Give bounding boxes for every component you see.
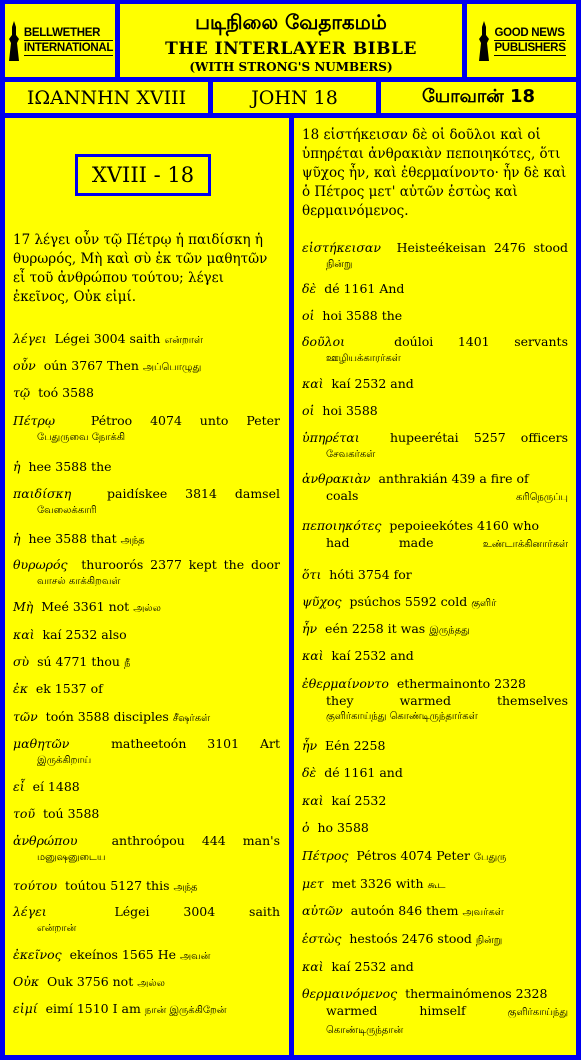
gloss: kaí 2532 also — [42, 627, 127, 642]
tamil-gloss: குளிர்காய்ந்து கொண்டிருந்தான் — [326, 1007, 568, 1036]
title-english: THE INTERLAYER BIBLE — [165, 39, 417, 59]
greek-word: τῶν — [13, 709, 38, 724]
greek-word: αὐτῶν — [302, 903, 343, 918]
gloss: Légei 3004 saith — [54, 331, 165, 346]
word-entry — [13, 556, 280, 590]
gloss: autoón 846 them — [350, 903, 463, 918]
word-entry — [302, 958, 568, 976]
greek-word: ἐθερμαίνοντο — [302, 676, 389, 691]
greek-word: ἀνθρακιὰν — [302, 471, 371, 486]
greek-word: οἱ — [302, 308, 315, 323]
gloss: hee 3588 that — [28, 531, 121, 546]
tamil-gloss: கரிநெருப்பு — [516, 492, 568, 503]
ref-tamil: யோவான் 18 — [381, 82, 576, 113]
greek-word: ὅτι — [302, 567, 322, 582]
greek-word: Πέτρος — [302, 848, 349, 863]
greek-word: πεποιηκότες — [302, 518, 382, 533]
tamil-gloss: என்றான் — [37, 923, 77, 934]
gloss: paidískee 3814 damsel — [107, 486, 280, 501]
word-entry — [13, 357, 280, 377]
gloss: anthroópou 444 man's — [111, 833, 280, 848]
gloss: toútou 5127 this — [65, 878, 174, 893]
goodnews-logo — [467, 4, 576, 77]
gloss: hóti 3754 for — [329, 567, 412, 582]
word-entry — [13, 598, 280, 618]
greek-word: δοῦλοι — [302, 334, 345, 349]
word-entry — [302, 470, 568, 506]
gloss: met 3326 with — [331, 876, 428, 891]
tamil-gloss: வாசல் காக்கிறவள் — [37, 576, 121, 587]
gloss: anthrakián 439 a fire of — [378, 471, 529, 486]
word-entry — [302, 902, 568, 922]
gloss: Légei 3004 saith — [114, 904, 280, 919]
tamil-gloss: பேதுருவை நோக்கி — [37, 432, 126, 443]
tamil-gloss: நீ — [123, 658, 131, 669]
title-block — [120, 4, 462, 77]
word-entry — [302, 675, 568, 725]
word-entry — [13, 973, 280, 993]
greek-word: Πέτρῳ — [13, 413, 56, 428]
greek-word: παιδίσκη — [13, 486, 72, 501]
word-entry — [13, 653, 280, 673]
tamil-gloss: இருந்தது — [429, 625, 470, 636]
gloss: Pétroo 4074 unto Peter — [90, 413, 280, 428]
tamil-gloss: அவர்கள் — [462, 907, 504, 918]
word-entry — [13, 458, 280, 476]
greek-word: ἡ — [13, 459, 21, 474]
greek-word: καὶ — [302, 793, 324, 808]
word-entry — [302, 819, 568, 837]
gloss: toú 3588 — [43, 806, 100, 821]
word-entry — [13, 330, 280, 350]
verse-18-text: 18 εἱστήκεισαν δὲ οἱ δοῦλοι καὶ οἱ ὑπηρέται ἀνθρακιὰν πεποιηκότες, ὅτι ψῦχος ἦν, καὶ ἐθερμαίνοντο· ἦν δὲ καὶ ὁ Πέτρος μετ' αὐτῶν ἑστὼς καὶ θερμαινόμενος. — [302, 127, 567, 219]
gloss: hupeerétai 5257 officers — [389, 430, 568, 445]
gloss: thuroorós 2377 kept the door — [81, 557, 280, 572]
gloss: hoi 3588 — [322, 403, 378, 418]
gloss: kaí 2532 and — [331, 376, 414, 391]
greek-word: ἡ — [13, 531, 21, 546]
ref-english: JOHN 18 — [213, 82, 376, 113]
subtitle: (WITH STRONG'S NUMBERS) — [189, 60, 393, 74]
greek-word: ἐκεῖνος — [13, 947, 62, 962]
word-entry — [13, 946, 280, 966]
greek-word: ἐκ — [13, 681, 28, 696]
word-entry — [302, 985, 568, 1039]
gloss: sú 4771 thou — [37, 654, 124, 669]
greek-word: εἱστήκεισαν — [302, 240, 381, 255]
greek-word: λέγει — [13, 904, 47, 919]
gloss: Heisteékeisan 2476 stood — [396, 240, 568, 255]
bellwether-logo — [5, 4, 115, 77]
greek-word: ἦν — [302, 621, 318, 636]
greek-word: ὑπηρέται — [302, 430, 360, 445]
gloss-continued: had made — [326, 535, 483, 550]
gloss: eimí 1510 I am — [45, 1001, 145, 1016]
word-entry — [13, 680, 280, 698]
gloss: kaí 2532 — [331, 793, 387, 808]
greek-word: δὲ — [302, 281, 317, 296]
word-entry — [13, 708, 280, 728]
greek-word: λέγει — [13, 331, 47, 346]
gloss: Pétros 4074 Peter — [356, 848, 474, 863]
gloss-continued: coals — [326, 488, 517, 503]
logo-line-2: INTERNATIONAL — [23, 41, 114, 54]
gloss: oún 3767 Then — [43, 358, 143, 373]
greek-word: εἰμί — [13, 1001, 38, 1016]
tamil-gloss: சீஷர்கள் — [172, 713, 211, 724]
word-entry — [302, 333, 568, 367]
gloss: hee 3588 the — [28, 459, 112, 474]
tamil-gloss: குளிர்காய்ந்து கொண்டிருந்தார்கள் — [326, 711, 478, 722]
gloss: hestoós 2476 stood — [349, 931, 476, 946]
word-entry — [13, 384, 280, 402]
word-entry — [13, 877, 280, 897]
gloss-continued: warmed himself — [326, 1003, 508, 1018]
word-entry — [302, 429, 568, 463]
gloss: eén 2258 it was — [325, 621, 430, 636]
tamil-gloss: அந்த — [120, 535, 145, 546]
tamil-gloss: அல்ல — [133, 603, 161, 614]
tamil-gloss: நான் இருக்கிறேன் — [144, 1005, 227, 1016]
greek-word: τούτου — [13, 878, 58, 893]
tamil-gloss: உண்டாக்கினார்கள் — [482, 539, 568, 550]
word-entry — [13, 735, 280, 769]
logo-line-1: GOOD NEWS — [494, 26, 565, 39]
gloss: dé 1161 and — [324, 765, 403, 780]
greek-word: μετ — [302, 876, 324, 891]
gloss: ho 3588 — [317, 820, 369, 835]
word-entry — [13, 530, 280, 550]
greek-word: ψῦχος — [302, 594, 342, 609]
gloss: kaí 2532 and — [331, 648, 414, 663]
word-entry — [13, 903, 280, 937]
word-entry — [13, 832, 280, 866]
word-entry — [302, 280, 568, 298]
gloss-continued: they warmed themselves — [326, 693, 568, 708]
gloss: dé 1161 And — [324, 281, 405, 296]
greek-word: τοῦ — [13, 806, 36, 821]
tamil-gloss: அவன் — [179, 951, 211, 962]
greek-word: θερμαινόμενος — [302, 986, 398, 1001]
greek-word: σὺ — [13, 654, 30, 669]
word-entry — [302, 593, 568, 613]
word-entry — [302, 764, 568, 782]
verse-17-text: 17 λέγει οὖν τῷ Πέτρῳ ἡ παιδίσκη ἡ θυρωρός, Μὴ καὶ σὺ ἐκ τῶν μαθητῶν εἶ τοῦ ἀνθρώπου τούτου; λέγει ἐκεῖνος, Οὐκ εἰμί. — [13, 232, 268, 305]
tamil-gloss: ஊழியக்காரர்கள் — [326, 353, 401, 364]
greek-word: δὲ — [302, 765, 317, 780]
tower-icon — [477, 21, 491, 61]
word-entry — [302, 875, 568, 895]
word-entry — [302, 847, 568, 867]
greek-word: μαθητῶν — [13, 736, 70, 751]
greek-word: τῷ — [13, 385, 31, 400]
word-entry — [302, 239, 568, 273]
greek-word: ἑστὼς — [302, 931, 342, 946]
gloss: matheetoón 3101 Art — [111, 736, 280, 751]
greek-word: καὶ — [302, 648, 324, 663]
word-entry — [302, 402, 568, 420]
gloss: toó 3588 — [38, 385, 94, 400]
word-entry — [13, 805, 280, 823]
word-entry — [302, 620, 568, 640]
word-entry — [13, 626, 280, 644]
gloss: toón 3588 disciples — [45, 709, 173, 724]
gloss: psúchos 5592 cold — [349, 594, 472, 609]
greek-word: ὁ — [302, 820, 310, 835]
greek-word: Μὴ — [13, 599, 34, 614]
ref-greek: ΙΩΑΝΝΗΝ XVIII — [5, 82, 208, 113]
greek-word: ἦν — [302, 738, 318, 753]
greek-word: καὶ — [13, 627, 35, 642]
word-entry — [13, 1000, 280, 1020]
greek-word: οὖν — [13, 358, 36, 373]
tamil-gloss: சேவகர்கள் — [326, 449, 376, 460]
word-entry — [302, 307, 568, 325]
tamil-gloss: அல்ல — [137, 978, 165, 989]
gloss: ekeínos 1565 He — [69, 947, 180, 962]
greek-word: καὶ — [302, 959, 324, 974]
greek-word: ἀνθρώπου — [13, 833, 78, 848]
gloss: thermainómenos 2328 — [405, 986, 548, 1001]
word-entry — [302, 566, 568, 584]
tamil-gloss: இருக்கிறாய் — [37, 755, 92, 766]
word-entry — [13, 778, 280, 796]
word-entry — [302, 737, 568, 755]
gloss: Eén 2258 — [325, 738, 386, 753]
word-entry — [13, 412, 280, 446]
tamil-gloss: அந்த — [173, 882, 198, 893]
word-entry — [302, 647, 568, 665]
word-entry — [13, 485, 280, 519]
gloss: ek 1537 of — [35, 681, 103, 696]
gloss: pepoieekótes 4160 who — [389, 518, 540, 533]
tamil-gloss: என்றாள் — [164, 335, 203, 346]
gloss: hoi 3588 the — [322, 308, 403, 323]
word-entry — [302, 375, 568, 393]
gloss: doúloi 1401 servants — [394, 334, 568, 349]
tamil-gloss: கூட — [427, 880, 446, 891]
word-entry — [302, 930, 568, 950]
gloss: eí 1488 — [32, 779, 80, 794]
gloss: Ouk 3756 not — [47, 974, 138, 989]
word-entry — [302, 792, 568, 810]
tamil-gloss: பேதுரு — [473, 852, 507, 863]
tower-icon — [7, 21, 21, 61]
logo-line-1: BELLWETHER — [24, 26, 113, 41]
tamil-gloss: மனுஷனுடைய — [37, 852, 106, 863]
gloss: kaí 2532 and — [331, 959, 414, 974]
greek-word: Οὐκ — [13, 974, 40, 989]
greek-word: οἱ — [302, 403, 315, 418]
gloss: Meé 3361 not — [41, 599, 134, 614]
tamil-gloss: குளிர் — [471, 598, 497, 609]
chapter-badge: XVIII - 18 — [75, 154, 211, 196]
word-entry — [302, 517, 568, 553]
tamil-gloss: நின்று — [326, 259, 353, 270]
greek-word: θυρωρός — [13, 557, 68, 572]
logo-line-2: PUBLISHERS — [494, 41, 566, 54]
tamil-gloss: அப்பொழுது — [142, 362, 202, 373]
gloss: ethermainonto 2328 — [396, 676, 526, 691]
title-tamil: படிநிலை வேதாகமம் — [195, 10, 387, 34]
tamil-gloss: வேலைக்காரி — [37, 505, 97, 516]
tamil-gloss: நின்று — [475, 935, 503, 946]
greek-word: καὶ — [302, 376, 324, 391]
greek-word: εἶ — [13, 779, 25, 794]
